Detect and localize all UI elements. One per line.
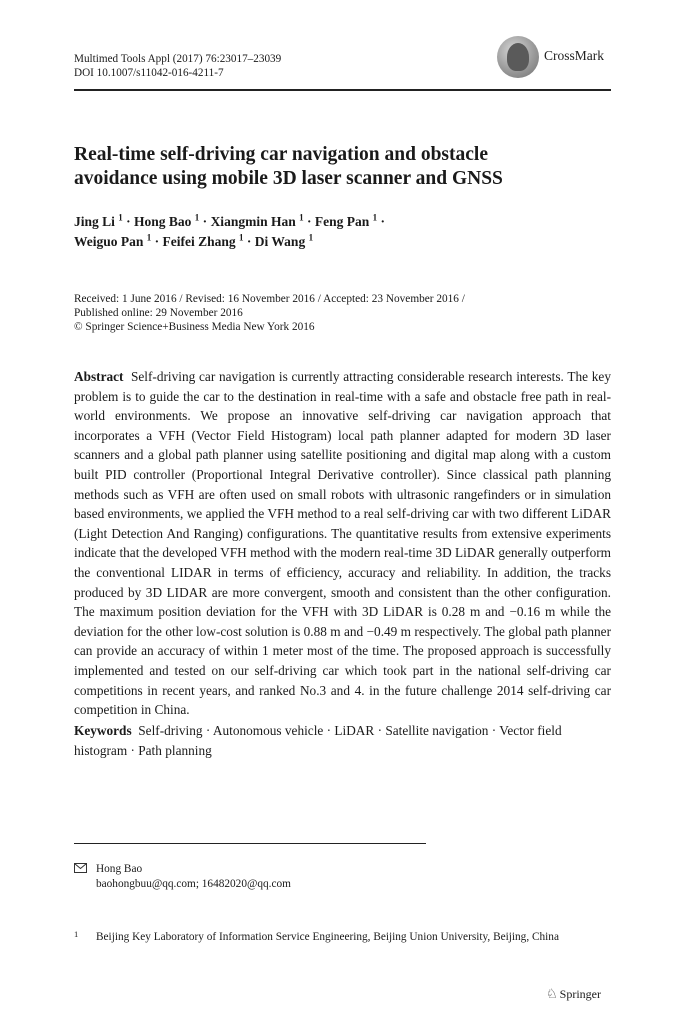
abstract	[74, 367, 611, 720]
author-affiliation-mark: 1	[194, 212, 200, 223]
crossmark-label: CrossMark	[544, 48, 604, 63]
publisher-name: Springer	[559, 987, 601, 1001]
author-name[interactable]: Hong Bao	[134, 214, 192, 229]
publisher-logo	[546, 986, 601, 1002]
author-affiliation-mark: 1	[239, 232, 244, 243]
affiliation-number: 1	[74, 929, 79, 939]
copyright-notice: © Springer Science+Business Media New York 2016	[74, 320, 315, 333]
affiliation	[74, 930, 614, 945]
crossmark-badge[interactable]	[497, 36, 617, 80]
author-name[interactable]: Xiangmin Han	[210, 214, 296, 229]
envelope-icon	[74, 863, 87, 878]
author-list: Jing Li $^1$ · Hong Bao $^1$ · Xiangmin Han $^1$ · Feng Pan $^1$ · Weiguo Pan $^1$ · Feifei Zhang $^1$ · Di Wang $^1$	[74, 212, 386, 249]
corresponding-author	[74, 862, 291, 892]
keywords-text: Self-driving · Autonomous vehicle · LiDAR · Satellite navigation · Vector field histogram · Path planning	[74, 723, 562, 758]
springer-horse-icon: ♘	[546, 986, 558, 1001]
abstract-label: Abstract	[74, 369, 124, 384]
affiliation-text: Beijing Key Laboratory of Information Service Engineering, Beijing Union University, Beijing, China	[96, 931, 559, 943]
author-name[interactable]: Weiguo Pan	[74, 234, 144, 249]
crossmark-icon	[497, 36, 539, 78]
author-affiliation-mark: 1	[372, 212, 378, 223]
journal-header	[74, 52, 281, 80]
author-affiliation-mark: 1	[299, 212, 304, 223]
footnote-rule	[74, 843, 426, 844]
header-rule	[74, 89, 611, 91]
contact-name: Hong Bao	[96, 863, 143, 875]
keywords	[74, 721, 611, 760]
journal-citation: Multimed Tools Appl (2017) 76:23017–23039	[74, 53, 282, 65]
author-affiliation-mark: 1	[308, 232, 314, 243]
author-name[interactable]: Di Wang	[254, 234, 306, 249]
author-affiliation-mark: 1	[146, 232, 152, 243]
author-name[interactable]: Feng Pan	[314, 214, 370, 229]
paper-title	[74, 143, 614, 191]
title-line-1: Real-time self-driving car navigation and obstacle	[74, 144, 488, 165]
history-published: Published online: 29 November 2016	[74, 306, 243, 319]
history-dates: Received: 1 June 2016 / Revised: 16 November 2016 / Accepted: 23 November 2016 /	[74, 293, 465, 305]
doi[interactable]: DOI 10.1007/s11042-016-4211-7	[74, 67, 224, 79]
article-history	[74, 293, 614, 334]
contact-emails[interactable]: baohongbuu@qq.com; 16482020@qq.com	[96, 878, 291, 890]
title-line-2: avoidance using mobile 3D laser scanner and GNSS	[74, 168, 503, 189]
author-name[interactable]: Feifei Zhang	[162, 234, 236, 249]
keywords-label: Keywords	[74, 723, 132, 738]
author-affiliation-mark: 1	[118, 212, 123, 223]
abstract-text: Self-driving car navigation is currently attracting considerable research interests. The key problem is to guide the car to the destination in real-time with a safe and obstacle free path in real-world environments. We propose an innovative self-driving car navigation approach that incorporates a VFH (Vector Field Histogram) local path planner adapted for modern 3D laser scanners and a global path planner using satellite positioning and digital map along with a custom built PID controller (Proportional Integral Derivative controller). Since classical path planning methods such as VFH are often used on small robots with ultrasonic rangefinders or in simulation based environments, we applied the VFH method to a real self-driving car with two different LiDAR (Light Detection And Ranging) configurations. The quantitative results from extensive experiments indicate that the developed VFH method with the modern real-time 3D LiDAR generally outperform the conventional LIDAR in terms of efficiency, accuracy and reliability. In addition, the tracks produced by 3D LIDAR are more convergent, smooth and consistent than the other configuration. The maximum position deviation for the VFH with 3D LiDAR is 0.28 m and −0.16 m while the deviation for the other low-cost solution is 0.88 m and −0.49 m respectively. The global path planner can provide an accuracy of within 1 meter most of the time. The proposed approach is successfully implemented and tested on our self-driving car which took part in the national self-driving car competitions in recent years, and ranked No.3 and 4. in the future challenge 2014 self-driving car competition in China.	[74, 369, 611, 718]
author-name[interactable]: Jing Li	[74, 214, 115, 229]
